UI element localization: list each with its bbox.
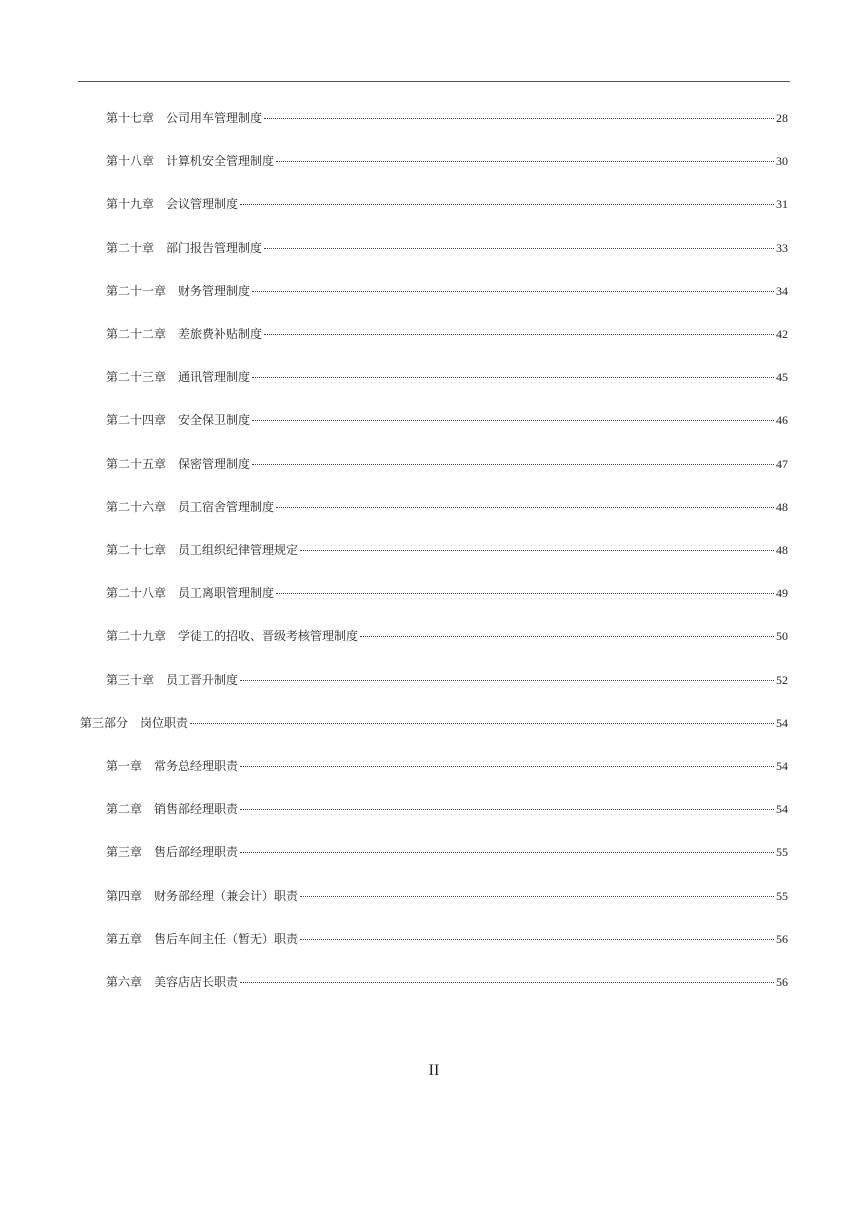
toc-entry-number: 第二十章: [106, 241, 155, 255]
toc-entry-number: 第十七章: [106, 111, 155, 125]
toc-entry-page: 55: [776, 889, 788, 903]
toc-entry-title: 会议管理制度: [166, 197, 239, 211]
toc-entry-number: 第二十一章: [106, 284, 167, 298]
toc-chapter-entry[interactable]: [106, 367, 788, 387]
toc-entry-title: 财务管理制度: [178, 284, 251, 298]
toc-entry-title: 通讯管理制度: [178, 370, 251, 384]
toc-chapter-entry[interactable]: [106, 540, 788, 560]
toc-entry-number: 第六章: [106, 975, 143, 989]
toc-chapter-entry[interactable]: [106, 972, 788, 992]
toc-entry-title: 售后部经理职责: [154, 845, 239, 859]
toc-entry-number: 第二十三章: [106, 370, 167, 384]
toc-entry-title: 员工离职管理制度: [178, 586, 275, 600]
toc-chapter-entry[interactable]: [106, 756, 788, 776]
toc-entry-title: 员工晋升制度: [166, 673, 239, 687]
toc-chapter-entry[interactable]: [106, 410, 788, 430]
toc-entry-number: 第二十八章: [106, 586, 167, 600]
toc-entry-page: 56: [776, 975, 788, 989]
toc-chapter-entry[interactable]: [106, 929, 788, 949]
toc-dot-leader: [300, 896, 774, 897]
toc-dot-leader: [276, 507, 774, 508]
toc-dot-leader: [252, 464, 774, 465]
toc-entry-number: 第四章: [106, 889, 143, 903]
toc-entry-page: 47: [776, 457, 788, 471]
toc-dot-leader: [240, 809, 774, 810]
toc-entry-number: 第三部分: [80, 716, 129, 730]
toc-dot-leader: [264, 118, 774, 119]
toc-entry-page: 50: [776, 629, 788, 643]
toc-entry-title: 公司用车管理制度: [166, 111, 263, 125]
toc-entry-number: 第二十九章: [106, 629, 167, 643]
toc-entry-page: 54: [776, 759, 788, 773]
toc-entry-number: 第五章: [106, 932, 143, 946]
toc-entry-title: 员工组织纪律管理规定: [178, 543, 299, 557]
toc-entry-page: 42: [776, 327, 788, 341]
toc-chapter-entry[interactable]: [106, 324, 788, 344]
toc-entry-title: 售后车间主任（暂无）职责: [154, 932, 299, 946]
toc-chapter-entry[interactable]: [106, 194, 788, 214]
toc-entry-number: 第二十七章: [106, 543, 167, 557]
toc-entry-number: 第二十六章: [106, 500, 167, 514]
toc-entry-page: 49: [776, 586, 788, 600]
toc-dot-leader: [300, 550, 774, 551]
toc-chapter-entry[interactable]: [106, 799, 788, 819]
toc-entry-page: 48: [776, 543, 788, 557]
toc-entry-title: 财务部经理（兼会计）职责: [154, 889, 299, 903]
toc-entry-page: 55: [776, 845, 788, 859]
toc-dot-leader: [360, 636, 774, 637]
toc-chapter-entry[interactable]: [106, 281, 788, 301]
toc-entry-number: 第二十五章: [106, 457, 167, 471]
header-rule: [78, 81, 790, 82]
toc-entry-title: 部门报告管理制度: [166, 241, 263, 255]
toc-entry-page: 45: [776, 370, 788, 384]
toc-entry-title: 销售部经理职责: [154, 802, 239, 816]
toc-entry-title: 岗位职责: [140, 716, 189, 730]
toc-dot-leader: [240, 982, 774, 983]
toc-entry-page: 28: [776, 111, 788, 125]
toc-entry-page: 30: [776, 154, 788, 168]
toc-entry-title: 学徒工的招收、晋级考核管理制度: [178, 629, 359, 643]
toc-entry-number: 第三十章: [106, 673, 155, 687]
toc-dot-leader: [276, 593, 774, 594]
toc-chapter-entry[interactable]: [106, 497, 788, 517]
toc-dot-leader: [252, 420, 774, 421]
toc-dot-leader: [300, 939, 774, 940]
toc-entry-page: 31: [776, 197, 788, 211]
toc-chapter-entry[interactable]: [106, 151, 788, 171]
toc-entry-number: 第二章: [106, 802, 143, 816]
toc-entry-title: 员工宿舍管理制度: [178, 500, 275, 514]
toc-dot-leader: [276, 161, 774, 162]
toc-chapter-entry[interactable]: [106, 886, 788, 906]
toc-dot-leader: [240, 852, 774, 853]
toc-dot-leader: [240, 204, 774, 205]
toc-entry-title: 常务总经理职责: [154, 759, 239, 773]
toc-chapter-entry[interactable]: [106, 670, 788, 690]
toc-part-entry[interactable]: [80, 713, 788, 733]
toc-entry-number: 第一章: [106, 759, 143, 773]
toc-entry-number: 第十八章: [106, 154, 155, 168]
toc-dot-leader: [240, 680, 774, 681]
toc-entry-number: 第二十四章: [106, 413, 167, 427]
toc-dot-leader: [264, 334, 774, 335]
toc-dot-leader: [252, 291, 774, 292]
toc-entry-title: 保密管理制度: [178, 457, 251, 471]
toc-entry-page: 34: [776, 284, 788, 298]
toc-entry-page: 48: [776, 500, 788, 514]
toc-entry-page: 46: [776, 413, 788, 427]
page-number: II: [428, 1062, 440, 1079]
toc-dot-leader: [240, 766, 774, 767]
toc-chapter-entry[interactable]: [106, 626, 788, 646]
toc-entry-page: 56: [776, 932, 788, 946]
toc-entry-title: 计算机安全管理制度: [166, 154, 275, 168]
toc-entry-page: 52: [776, 673, 788, 687]
toc-entry-page: 54: [776, 802, 788, 816]
toc-entry-number: 第二十二章: [106, 327, 167, 341]
toc-dot-leader: [190, 723, 774, 724]
toc-entry-page: 33: [776, 241, 788, 255]
toc-entry-page: 54: [776, 716, 788, 730]
toc-chapter-entry[interactable]: [106, 454, 788, 474]
toc-entry-number: 第十九章: [106, 197, 155, 211]
toc-entry-title: 美容店店长职责: [154, 975, 239, 989]
toc-chapter-entry[interactable]: [106, 108, 788, 128]
toc-chapter-entry[interactable]: [106, 583, 788, 603]
toc-entry-title: 安全保卫制度: [178, 413, 251, 427]
toc-entry-title: 差旅费补贴制度: [178, 327, 263, 341]
toc-chapter-entry[interactable]: [106, 238, 788, 258]
toc-chapter-entry[interactable]: [106, 842, 788, 862]
toc-dot-leader: [252, 377, 774, 378]
toc-entry-number: 第三章: [106, 845, 143, 859]
toc-dot-leader: [264, 248, 774, 249]
